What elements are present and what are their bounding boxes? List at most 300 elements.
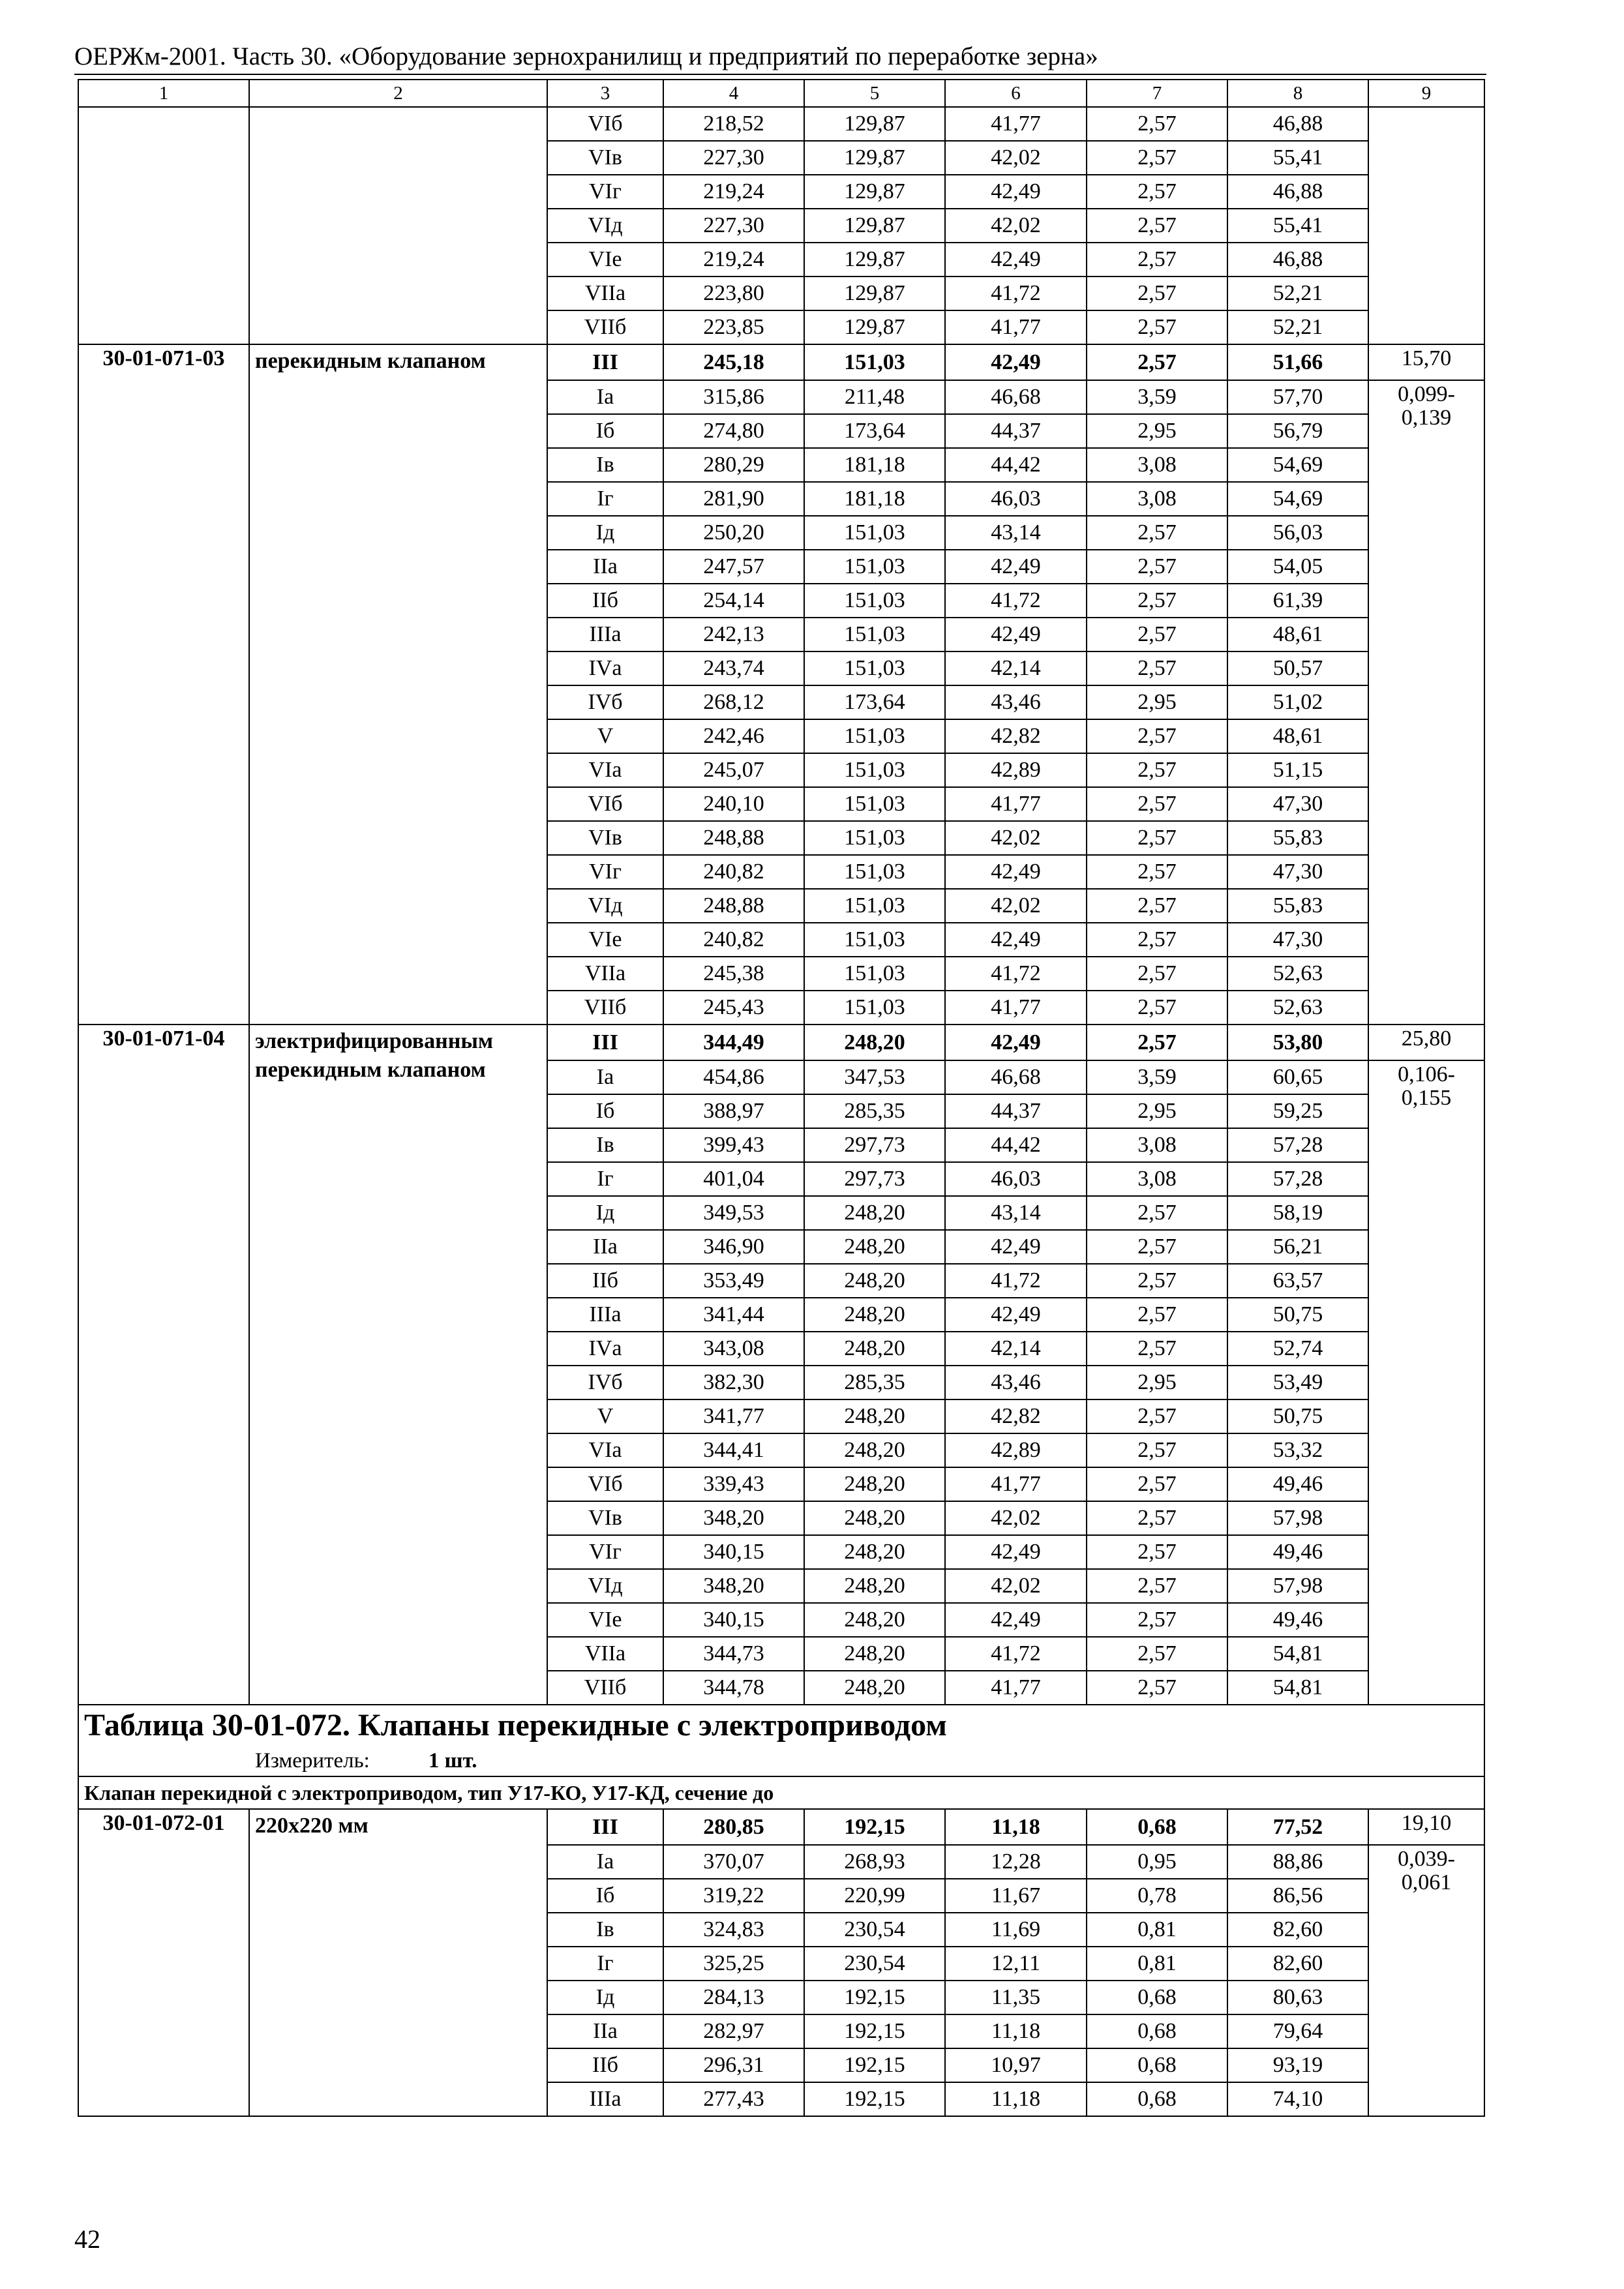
cost-value: 46,03 [945,1162,1087,1196]
cost-value: 344,73 [663,1637,804,1671]
cost-value: 56,03 [1227,516,1368,550]
column-number: 2 [249,80,547,107]
zone-code: IVб [547,1366,663,1399]
cost-value: 57,98 [1227,1569,1368,1603]
cost-value: 42,02 [945,209,1087,243]
cost-value: 56,79 [1227,414,1368,448]
cost-value: 348,20 [663,1501,804,1535]
cost-value: 248,20 [804,1501,945,1535]
cost-value: 41,72 [945,1637,1087,1671]
cost-value: 2,57 [1087,1196,1227,1230]
cost-value: 43,46 [945,685,1087,719]
cost-value: 55,83 [1227,821,1368,855]
cost-value: 324,83 [663,1913,804,1947]
cost-value: 11,18 [945,2082,1087,2116]
cost-value: 0,81 [1087,1947,1227,1981]
cost-value: 42,49 [945,1603,1087,1637]
cost-value: 79,64 [1227,2014,1368,2048]
cost-value: 42,49 [945,1535,1087,1569]
cost-value: 42,49 [945,175,1087,209]
zone-code: VIIа [547,277,663,310]
zone-code: IIIа [547,2082,663,2116]
cost-value: 2,57 [1087,1569,1227,1603]
cost-value: 54,05 [1227,550,1368,584]
zone-code: III [547,1025,663,1060]
cost-value: 151,03 [804,550,945,584]
cost-value: 2,57 [1087,209,1227,243]
cost-value: 2,57 [1087,1230,1227,1264]
cost-value: 297,73 [804,1128,945,1162]
cost-value: 2,57 [1087,516,1227,550]
cost-value: 248,20 [804,1196,945,1230]
table-body [78,80,1484,2116]
zone-code: Iв [547,1128,663,1162]
cost-value: 129,87 [804,175,945,209]
cost-value: 219,24 [663,243,804,277]
cost-value: 54,81 [1227,1637,1368,1671]
cost-value: 57,70 [1227,380,1368,414]
cost-value: 54,69 [1227,482,1368,516]
table-title-row [78,1705,1484,1746]
cost-value: 46,88 [1227,175,1368,209]
cost-value: 248,20 [804,1399,945,1433]
zone-code: VIд [547,889,663,923]
cost-value: 3,08 [1087,1162,1227,1196]
cost-value: 53,32 [1227,1433,1368,1467]
column-number: 3 [547,80,663,107]
cost-value: 41,77 [945,787,1087,821]
zone-code: VIб [547,1467,663,1501]
cost-value: 42,02 [945,889,1087,923]
cost-value: 46,88 [1227,107,1368,141]
cost-value: 42,89 [945,1433,1087,1467]
cost-value: 52,63 [1227,991,1368,1025]
cost-value: 248,88 [663,821,804,855]
cost-value: 151,03 [804,719,945,753]
resource-name [249,107,547,344]
table-row [78,1809,1484,1845]
cost-value: 11,69 [945,1913,1087,1947]
cost-value: 41,77 [945,991,1087,1025]
unit-cell [78,1746,1484,1776]
cost-value: 230,54 [804,1913,945,1947]
zone-code: VIб [547,107,663,141]
zone-code: VIа [547,1433,663,1467]
zone-code: VIIб [547,310,663,344]
cost-value: 2,95 [1087,414,1227,448]
column-number: 5 [804,80,945,107]
cost-value: 0,68 [1087,2082,1227,2116]
cost-value: 315,86 [663,380,804,414]
cost-value: 41,72 [945,1264,1087,1298]
cost-value: 47,30 [1227,923,1368,957]
cost-value: 220,99 [804,1879,945,1913]
cost-value: 245,38 [663,957,804,991]
zone-code: IIб [547,1264,663,1298]
cost-value: 42,49 [945,1025,1087,1060]
cost-value: 223,85 [663,310,804,344]
cost-value: 173,64 [804,414,945,448]
cost-value: 55,41 [1227,209,1368,243]
cost-value: 0,68 [1087,1981,1227,2014]
cost-value: 3,08 [1087,482,1227,516]
cost-value: 2,57 [1087,855,1227,889]
cost-value: 151,03 [804,855,945,889]
cost-value: 2,57 [1087,753,1227,787]
zone-code: VIг [547,175,663,209]
cost-value: 340,15 [663,1603,804,1637]
cost-value: 2,57 [1087,1671,1227,1705]
cost-value: 223,80 [663,277,804,310]
zone-code: VIIб [547,1671,663,1705]
cost-value: 86,56 [1227,1879,1368,1913]
header-rule [74,74,1486,75]
cost-value: 151,03 [804,651,945,685]
cost-value: 2,57 [1087,1264,1227,1298]
zone-code: IIа [547,2014,663,2048]
cost-value: 248,20 [804,1637,945,1671]
cost-value: 151,03 [804,584,945,618]
cost-value: 41,77 [945,1467,1087,1501]
cost-value: 63,57 [1227,1264,1368,1298]
cost-value: 43,14 [945,1196,1087,1230]
cost-value: 2,57 [1087,957,1227,991]
cost-value: 370,07 [663,1845,804,1879]
cost-value: 2,57 [1087,243,1227,277]
cost-value: 11,67 [945,1879,1087,1913]
cost-value: 248,20 [804,1298,945,1332]
cost-value: 281,90 [663,482,804,516]
cost-value: 0,78 [1087,1879,1227,1913]
cost-value: 2,57 [1087,1467,1227,1501]
cost-value: 3,08 [1087,1128,1227,1162]
cost-value: 43,46 [945,1366,1087,1399]
cost-value: 282,97 [663,2014,804,2048]
cost-value: 2,95 [1087,1094,1227,1128]
cost-value: 227,30 [663,209,804,243]
cost-value: 340,15 [663,1535,804,1569]
cost-value: 42,02 [945,1501,1087,1535]
column-number: 1 [78,80,249,107]
cost-value: 77,52 [1227,1809,1368,1845]
cost-value: 2,57 [1087,141,1227,175]
cost-value: 285,35 [804,1366,945,1399]
cost-value: 42,14 [945,1332,1087,1366]
cost-value: 192,15 [804,1809,945,1845]
cost-value: 2,57 [1087,584,1227,618]
cost-value: 192,15 [804,2082,945,2116]
cost-value: 344,41 [663,1433,804,1467]
cost-value: 42,02 [945,1569,1087,1603]
cost-value: 44,42 [945,1128,1087,1162]
zone-code: VIд [547,209,663,243]
cost-value: 2,57 [1087,344,1227,380]
cost-value: 2,57 [1087,618,1227,651]
cost-value: 43,14 [945,516,1087,550]
cost-value: 80,63 [1227,1981,1368,2014]
cost-value: 42,49 [945,923,1087,957]
zone-code: Iв [547,1913,663,1947]
cost-value: 0,68 [1087,2014,1227,2048]
cost-value: 2,57 [1087,787,1227,821]
cost-value: 2,57 [1087,175,1227,209]
cost-value: 2,57 [1087,1603,1227,1637]
zone-code: IVб [547,685,663,719]
cost-value: 240,10 [663,787,804,821]
cost-value: 58,19 [1227,1196,1368,1230]
column-number: 8 [1227,80,1368,107]
cost-value: 245,07 [663,753,804,787]
cost-value: 268,12 [663,685,804,719]
zone-code: Iа [547,1060,663,1094]
zone-code: IVа [547,1332,663,1366]
cost-value: 50,75 [1227,1298,1368,1332]
cost-value: 61,39 [1227,584,1368,618]
cost-value: 2,95 [1087,1366,1227,1399]
cost-value: 343,08 [663,1332,804,1366]
cost-value: 42,49 [945,243,1087,277]
cost-value: 46,68 [945,1060,1087,1094]
zone-code: Iг [547,482,663,516]
cost-value: 41,77 [945,1671,1087,1705]
page-number: 42 [74,2224,100,2254]
cost-value: 388,97 [663,1094,804,1128]
cost-value: 57,28 [1227,1162,1368,1196]
cost-value: 346,90 [663,1230,804,1264]
cost-value: 3,08 [1087,448,1227,482]
cost-value: 285,35 [804,1094,945,1128]
cost-value: 230,54 [804,1947,945,1981]
cost-value: 248,20 [804,1535,945,1569]
cost-value: 349,53 [663,1196,804,1230]
table-title: Таблица 30-01-072. Клапаны перекидные с электроприводом [78,1705,1484,1746]
zone-code: VIе [547,1603,663,1637]
cost-value: 42,82 [945,719,1087,753]
cost-value: 129,87 [804,277,945,310]
zone-code: Iб [547,414,663,448]
cost-value: 248,20 [804,1433,945,1467]
cost-value: 12,11 [945,1947,1087,1981]
zone-code: IIа [547,550,663,584]
cost-value: 46,03 [945,482,1087,516]
zone-code: Iа [547,380,663,414]
zone-code: IVа [547,651,663,685]
cost-value: 42,49 [945,1230,1087,1264]
cost-value: 56,21 [1227,1230,1368,1264]
cost-value: 325,25 [663,1947,804,1981]
cost-value: 129,87 [804,243,945,277]
cost-value: 82,60 [1227,1947,1368,1981]
unit-value: 1 шт. [428,1749,477,1773]
resource-code [78,107,249,344]
zone-code: IIб [547,584,663,618]
cost-value: 219,24 [663,175,804,209]
cost-value: 339,43 [663,1467,804,1501]
cost-value: 297,73 [804,1162,945,1196]
cost-value: 52,63 [1227,957,1368,991]
cost-value: 50,57 [1227,651,1368,685]
cost-value: 2,57 [1087,651,1227,685]
cost-value: 254,14 [663,584,804,618]
cost-value: 52,21 [1227,277,1368,310]
cost-value: 2,95 [1087,685,1227,719]
zone-code: IIIа [547,1298,663,1332]
cost-value: 280,29 [663,448,804,482]
zone-code: VIIа [547,1637,663,1671]
cost-value: 248,20 [804,1467,945,1501]
zone-code: Iд [547,1981,663,2014]
cost-value: 341,44 [663,1298,804,1332]
resource-name: 220х220 мм [249,1809,547,2116]
cost-value: 2,57 [1087,1535,1227,1569]
cost-value: 2,57 [1087,1501,1227,1535]
cost-value: 192,15 [804,2014,945,2048]
cost-value: 44,42 [945,448,1087,482]
cost-value: 2,57 [1087,1637,1227,1671]
cost-value: 129,87 [804,209,945,243]
cost-value: 3,59 [1087,1060,1227,1094]
table-row [78,1025,1484,1060]
column-number: 9 [1368,80,1484,107]
cost-value: 248,20 [804,1569,945,1603]
cost-value: 42,02 [945,821,1087,855]
cost-value: 11,18 [945,1809,1087,1845]
cost-value: 248,20 [804,1025,945,1060]
cost-value: 218,52 [663,107,804,141]
cost-value: 41,77 [945,310,1087,344]
zone-code: V [547,1399,663,1433]
cost-value: 53,49 [1227,1366,1368,1399]
zone-code: Iб [547,1879,663,1913]
cost-value: 296,31 [663,2048,804,2082]
cost-value: 250,20 [663,516,804,550]
cost-value: 2,57 [1087,277,1227,310]
resource-code: 30-01-072-01 [78,1809,249,2116]
zone-code: Iв [547,448,663,482]
table-row [78,107,1484,141]
cost-value: 173,64 [804,685,945,719]
cost-value: 55,83 [1227,889,1368,923]
cost-value: 2,57 [1087,550,1227,584]
zone-code: Iа [547,1845,663,1879]
cost-value: 319,22 [663,1879,804,1913]
resource-name: электрифицированным перекидным клапаном [249,1025,547,1705]
coefficient-range: 0,099- 0,139 [1368,380,1484,1025]
cost-value: 74,10 [1227,2082,1368,2116]
zone-code: VIв [547,1501,663,1535]
cost-value: 129,87 [804,310,945,344]
zone-code: VIб [547,787,663,821]
cost-value: 2,57 [1087,1298,1227,1332]
cost-value: 41,77 [945,107,1087,141]
cost-value: 242,13 [663,618,804,651]
cost-value: 248,20 [804,1671,945,1705]
cost-value: 151,03 [804,618,945,651]
resource-code: 30-01-071-03 [78,344,249,1025]
description-row [78,1776,1484,1809]
cost-value: 42,49 [945,618,1087,651]
table-row [78,344,1484,380]
cost-value: 41,72 [945,957,1087,991]
cost-value: 54,81 [1227,1671,1368,1705]
cost-value: 248,20 [804,1230,945,1264]
cost-value: 227,30 [663,141,804,175]
resource-name: перекидным клапаном [249,344,547,1025]
zone-code: IIа [547,1230,663,1264]
zone-code: VIг [547,1535,663,1569]
column-number: 4 [663,80,804,107]
column-number-row [78,80,1484,107]
cost-value: 181,18 [804,482,945,516]
cost-value: 247,57 [663,550,804,584]
cost-value: 49,46 [1227,1603,1368,1637]
cost-value: 192,15 [804,2048,945,2082]
cost-value: 248,20 [804,1603,945,1637]
cost-value: 0,68 [1087,1809,1227,1845]
zone-code: Iг [547,1162,663,1196]
cost-value: 50,75 [1227,1399,1368,1433]
cost-value: 151,03 [804,957,945,991]
zone-code: V [547,719,663,753]
cost-value: 2,57 [1087,923,1227,957]
zone-code: Iд [547,516,663,550]
cost-value: 347,53 [804,1060,945,1094]
cost-value: 454,86 [663,1060,804,1094]
cost-value: 2,57 [1087,107,1227,141]
cost-value: 268,93 [804,1845,945,1879]
cost-value: 3,59 [1087,380,1227,414]
zone-code: VIе [547,243,663,277]
cost-value: 344,78 [663,1671,804,1705]
coefficient-range: 0,039- 0,061 [1368,1845,1484,2116]
cost-value: 88,86 [1227,1845,1368,1879]
cost-value: 284,13 [663,1981,804,2014]
cost-value: 245,43 [663,991,804,1025]
cost-value: 353,49 [663,1264,804,1298]
cost-value: 11,35 [945,1981,1087,2014]
zone-code: Iб [547,1094,663,1128]
cost-value: 42,14 [945,651,1087,685]
cost-value: 248,20 [804,1332,945,1366]
cost-value: 51,15 [1227,753,1368,787]
cost-value: 42,82 [945,1399,1087,1433]
cost-value: 49,46 [1227,1467,1368,1501]
zone-code: IIб [547,2048,663,2082]
zone-code: VIв [547,141,663,175]
cost-value: 248,20 [804,1264,945,1298]
cost-value: 151,03 [804,344,945,380]
cost-value: 41,72 [945,277,1087,310]
column-number: 6 [945,80,1087,107]
unit-row [78,1746,1484,1776]
cost-value: 151,03 [804,516,945,550]
cost-value: 151,03 [804,753,945,787]
cost-value: 2,57 [1087,1433,1227,1467]
cost-value: 382,30 [663,1366,804,1399]
cost-value: 245,18 [663,344,804,380]
cost-value: 0,95 [1087,1845,1227,1879]
running-header: ОЕРЖм-2001. Часть 30. «Оборудование зернохранилищ и предприятий по переработке зерна» [74,42,1098,70]
zone-code: VIв [547,821,663,855]
zone-code: III [547,344,663,380]
cost-value: 151,03 [804,991,945,1025]
cost-value: 341,77 [663,1399,804,1433]
cost-value: 82,60 [1227,1913,1368,1947]
cost-value: 2,57 [1087,1332,1227,1366]
cost-value: 2,57 [1087,1399,1227,1433]
cost-value: 344,49 [663,1025,804,1060]
cost-value: 2,57 [1087,1025,1227,1060]
